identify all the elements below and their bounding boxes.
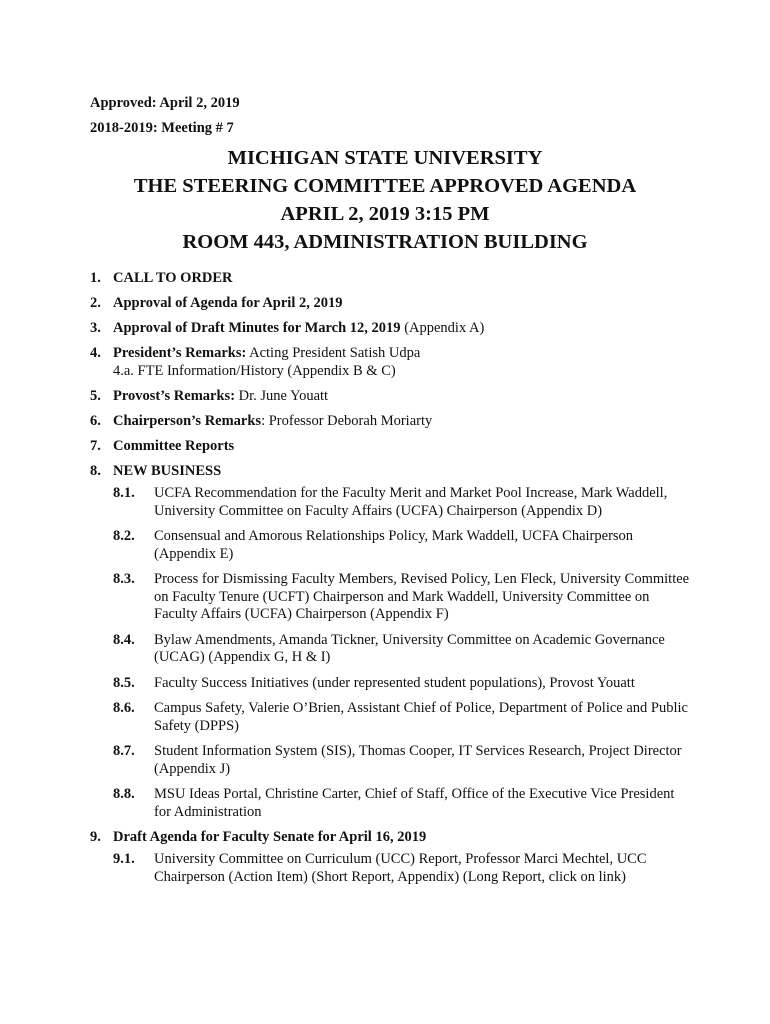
- sub-item-text: Process for Dismissing Faculty Members, Revised Policy, Len Fleck, University Committee on Faculty Tenure (UCFT) Chairperson and Mark Waddell, University Committee on Faculty Affairs (UCFA) Chairperson (Appendix F): [154, 571, 690, 623]
- sub-item-number: 8.1.: [113, 485, 135, 502]
- agenda-item-2: [90, 295, 690, 313]
- sub-item-text: Campus Safety, Valerie O’Brien, Assistant Chief of Police, Department of Police and Public Safety (DPPS): [154, 700, 688, 734]
- item-number: 1.: [90, 270, 101, 286]
- sub-item-8-2: [113, 528, 690, 563]
- item-number: 2.: [90, 295, 101, 312]
- sub-item-text: Student Information System (SIS), Thomas Cooper, IT Services Research, Project Director (Appendix J): [154, 743, 682, 777]
- agenda-document: [90, 94, 690, 894]
- new-business-list: [113, 485, 690, 821]
- item-detail: (Appendix A): [400, 320, 485, 337]
- item-number: 5.: [90, 387, 101, 404]
- agenda-item-9: [90, 829, 690, 847]
- item-title: NEW BUSINESS: [113, 463, 222, 480]
- item-title: Approval of Agenda for April 2, 2019: [113, 295, 343, 312]
- item-title: Draft Agenda for Faculty Senate for April 16, 2019: [113, 829, 427, 846]
- title-agenda: THE STEERING COMMITTEE APPROVED AGENDA: [133, 175, 637, 197]
- agenda-list: [90, 270, 690, 886]
- sub-item-9-1: [113, 851, 690, 886]
- sub-item-text: Bylaw Amendments, Amanda Tickner, University Committee on Academic Governance (UCAG) (Appendix G, H & I): [154, 631, 665, 666]
- sub-item-number: 8.2.: [113, 528, 135, 545]
- senate-agenda-list: [113, 851, 690, 886]
- sub-item-8-3: [113, 571, 690, 624]
- agenda-item-4: [90, 345, 690, 380]
- sub-item-number: 8.8.: [113, 786, 135, 803]
- item-detail: Dr. June Youatt: [235, 387, 329, 404]
- sub-item-8-1: [113, 485, 690, 520]
- sub-item-8-6: [113, 700, 690, 735]
- sub-item-text: Faculty Success Initiatives (under represented student populations), Provost Youatt: [154, 674, 635, 691]
- item-detail: Acting President Satish Udpa: [246, 345, 421, 362]
- title-location: ROOM 443, ADMINISTRATION BUILDING: [182, 231, 588, 253]
- sub-item-8-5: [113, 675, 690, 693]
- agenda-item-6: [90, 413, 690, 431]
- agenda-item-7: [90, 438, 690, 456]
- sub-item-8-7: [113, 743, 690, 778]
- item-title: President’s Remarks:: [113, 345, 247, 362]
- sub-item-number: 9.1.: [113, 851, 135, 868]
- sub-item-text: University Committee on Curriculum (UCC) Report, Professor Marci Mechtel, UCC Chairperson (Action Item) (Short Report, Appendix) (Long Report, click on link): [154, 851, 647, 885]
- item-number: 8.: [90, 463, 101, 480]
- item-number: 3.: [90, 320, 101, 337]
- sub-item-text: UCFA Recommendation for the Faculty Merit and Market Pool Increase, Mark Waddell, University Committee on Faculty Affairs (UCFA) Chairperson (Appendix D): [154, 485, 668, 519]
- item-title: Provost’s Remarks:: [113, 387, 236, 404]
- sub-item-8-4: [113, 632, 690, 667]
- item-number: 7.: [90, 438, 101, 455]
- item-subline: 4.a. FTE Information/History (Appendix B & C): [113, 362, 396, 379]
- agenda-item-3: [90, 320, 690, 338]
- title-date-time: APRIL 2, 2019 3:15 PM: [280, 203, 490, 225]
- sub-item-text: MSU Ideas Portal, Christine Carter, Chief of Staff, Office of the Executive Vice President for Administration: [154, 786, 675, 820]
- item-title: Committee Reports: [113, 438, 235, 455]
- item-detail: : Professor Deborah Moriarty: [261, 412, 433, 429]
- sub-item-number: 8.5.: [113, 674, 135, 691]
- sub-item-number: 8.6.: [113, 700, 135, 717]
- item-number: 6.: [90, 412, 101, 429]
- document-title: [90, 144, 680, 256]
- sub-item-number: 8.7.: [113, 743, 135, 760]
- item-title: Chairperson’s Remarks: [113, 412, 262, 429]
- item-number: 9.: [90, 829, 101, 846]
- item-title: CALL TO ORDER: [113, 270, 233, 286]
- agenda-item-8: [90, 463, 690, 481]
- approved-date: Approved: April 2, 2019: [90, 95, 240, 111]
- agenda-item-1: [90, 270, 690, 288]
- meeting-number: 2018-2019: Meeting # 7: [90, 120, 234, 136]
- title-university: MICHIGAN STATE UNIVERSITY: [227, 147, 543, 169]
- sub-item-number: 8.3.: [113, 571, 135, 588]
- item-number: 4.: [90, 345, 101, 362]
- sub-item-text: Consensual and Amorous Relationships Policy, Mark Waddell, UCFA Chairperson (Appendix E): [154, 528, 634, 562]
- agenda-item-5: [90, 388, 690, 406]
- sub-item-8-8: [113, 786, 690, 821]
- item-title: Approval of Draft Minutes for March 12, 2019: [113, 320, 401, 337]
- sub-item-number: 8.4.: [113, 631, 135, 648]
